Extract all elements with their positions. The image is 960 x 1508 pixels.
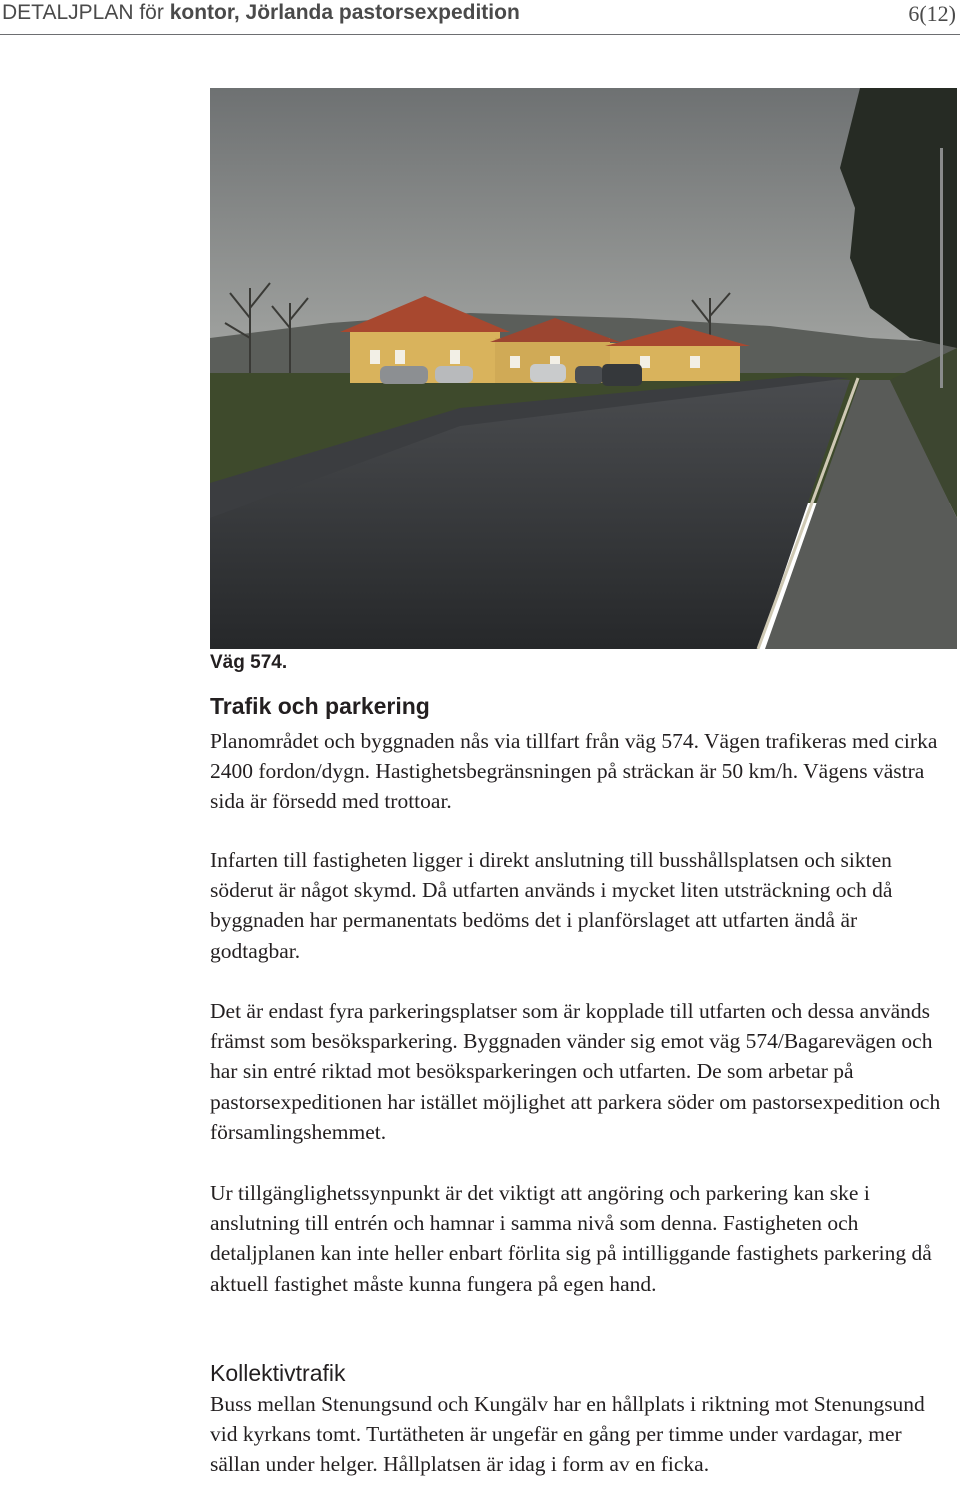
paragraph-transit: Buss mellan Stenungsund och Kungälv har en hållplats i riktning mot Stenungsund vid kyrkans tomt. Turtätheten är ungefär en gång per timme under vardagar, mer sällan under helger. Hållplatsen är idag i form av en ficka.: [210, 1392, 925, 1477]
paragraph-traffic-1: Planområdet och byggnaden nås via tillfart från väg 574. Vägen trafikeras med cirka 2400 fordon/dygn. Hastighetsbegränsningen på sträckan är 50 km/h. Vägens västra sida är försedd med trottoar.: [210, 729, 938, 814]
doc-type: DETALJPLAN: [2, 1, 134, 24]
heading-traffic: Trafik och parkering: [210, 693, 430, 719]
figure-caption: Väg 574.: [210, 652, 288, 673]
plan-title: kontor, Jörlanda pastorsexpedition: [169, 1, 520, 24]
lamp-post: [940, 148, 943, 388]
paragraph-traffic-2: Infarten till fastigheten ligger i direkt anslutning till busshållsplatsen och sikten söderut är något skymd. Då utfarten används i mycket liten utsträckning och då byggnaden har permanentats bedöms det i planförslaget att utfarten ändå är godtagbar.: [210, 848, 893, 963]
paragraph-traffic-4: Ur tillgänglighetssynpunkt är det viktigt att angöring och parkering kan ske i anslutning till entrén och hamnar i samma nivå som denna. Fastigheten och detaljplanen kan inte heller enbart förlita sig på intilliggande fastighets parkering då aktuell fastighet måste kunna fungera på egen hand.: [210, 1181, 932, 1296]
page-number: 6(12): [908, 1, 956, 26]
heading-transit: Kollektivtrafik: [210, 1360, 346, 1386]
paragraph-traffic-3: Det är endast fyra parkeringsplatser som är kopplade till utfarten och dessa används främst som besöksparkering. Byggnaden vänder sig emot väg 574/Bagarevägen och har sin entré riktad mot besöksparkeringen och utfarten. De som arbetar på pastorsexpeditionen har istället möjlighet att parkera söder om pastorsexpedition och församlingshemmet.: [210, 999, 941, 1144]
page-header: [0, 0, 960, 36]
for-word: för: [139, 1, 164, 24]
header-divider: [0, 34, 960, 35]
road-photo: [210, 88, 957, 649]
document-title: [2, 1, 520, 25]
